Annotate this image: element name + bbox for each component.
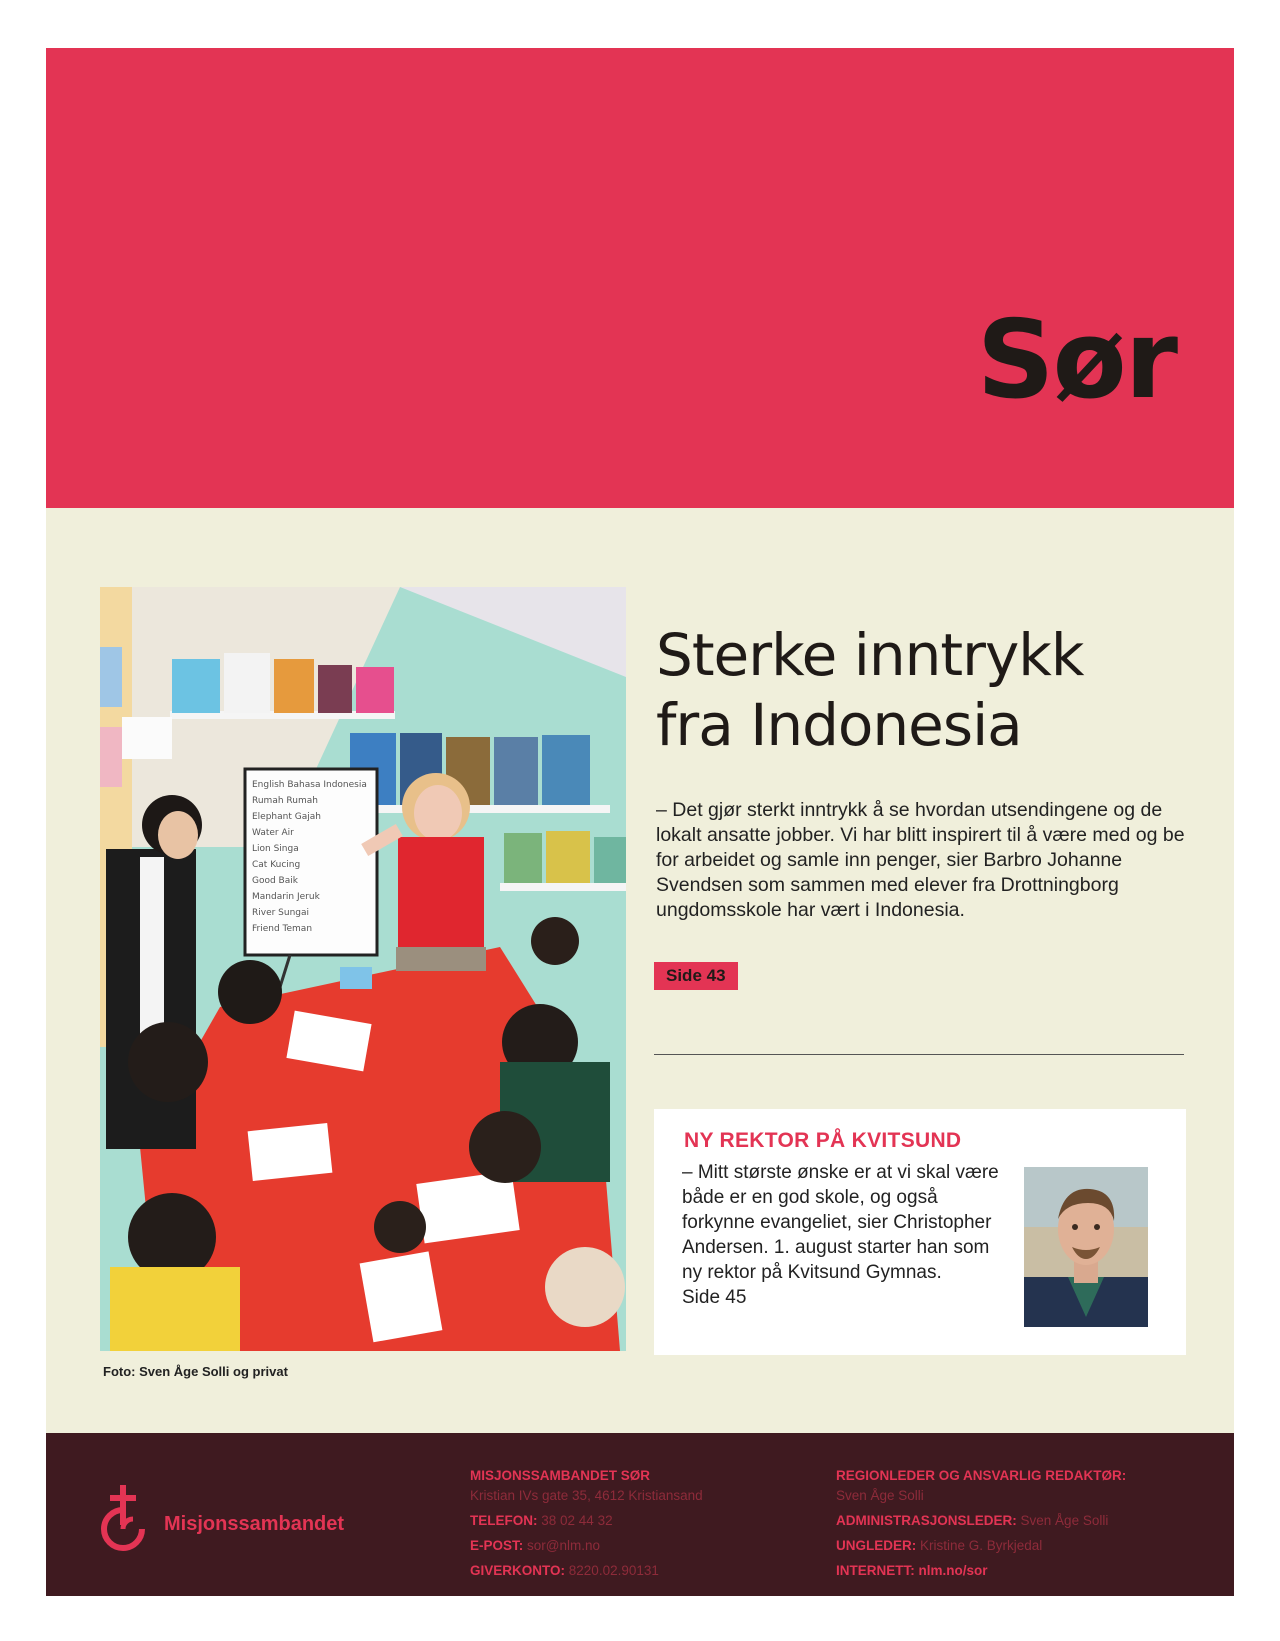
email-row[interactable]: E-POST: sor@nlm.no xyxy=(470,1538,601,1553)
region-header-band xyxy=(46,48,1234,508)
website-row[interactable]: INTERNETT: nlm.no/sor xyxy=(836,1563,988,1578)
headline-line-1: Sterke inntrykk xyxy=(656,621,1084,689)
section-divider xyxy=(654,1054,1184,1055)
board-line: Cat Kucing xyxy=(252,860,301,870)
region-title: Sør xyxy=(976,298,1176,423)
board-line: Mandarin Jeruk xyxy=(252,892,320,902)
teaser-body: – Mitt største ønske er at vi skal være både er en god skole, og også forkynne evangeliet, sier Christopher Andersen. 1. august starter han som ny rektor på Kvitsund Gymnas. xyxy=(682,1162,999,1283)
phone-row: TELEFON: 38 02 44 32 xyxy=(470,1513,613,1528)
board-line: Good Baik xyxy=(252,876,298,886)
board-line: Rumah Rumah xyxy=(252,796,318,806)
board-line: English Bahasa Indonesia xyxy=(252,780,367,790)
page-reference-tag[interactable]: Side 43 xyxy=(654,962,738,990)
leader-label: REGIONLEDER OG ANSVARLIG REDAKTØR: xyxy=(836,1468,1127,1483)
board-line: River Sungai xyxy=(252,908,310,918)
photo-caption: Foto: Sven Åge Solli og privat xyxy=(103,1364,288,1379)
classroom-photo xyxy=(100,587,626,1351)
board-line: Elephant Gajah xyxy=(252,812,321,822)
article-lede: – Det gjør sterkt inntrykk å se hvordan utsendingene og de lokalt ansatte jobber. Vi har blitt inspirert til å være med og be for arbeidet og samle inn penger, sier Barbro Johanne Svendsen som sammen med elever fra Drottningborg ungdomsskole har vært i Indonesia. xyxy=(656,799,1185,921)
headline-line-2: fra Indonesia xyxy=(656,691,1022,759)
magazine-page xyxy=(46,48,1234,1596)
article-headline xyxy=(656,620,1216,760)
teaser-page-reference[interactable]: Side 45 xyxy=(682,1287,747,1308)
youth-leader-row: UNGLEDER: Kristine G. Byrkjedal xyxy=(836,1538,1043,1553)
teaser-text xyxy=(682,1160,1012,1310)
classroom-photo-illustration xyxy=(100,587,626,1351)
content-area xyxy=(46,508,1234,1433)
portrait-photo xyxy=(1024,1167,1148,1327)
footer-contact-column xyxy=(470,1463,703,1583)
board-line: Lion Singa xyxy=(252,844,299,854)
board-line: Water Air xyxy=(252,828,294,838)
cross-logo-icon xyxy=(98,1485,158,1555)
portrait-illustration xyxy=(1024,1167,1148,1327)
teaser-title: NY REKTOR PÅ KVITSUND xyxy=(684,1129,962,1152)
board-line: Friend Teman xyxy=(252,924,313,934)
footer xyxy=(46,1433,1234,1596)
teaser-box xyxy=(654,1109,1186,1355)
footer-staff-column xyxy=(836,1463,1126,1583)
account-row: GIVERKONTO: 8220.02.90131 xyxy=(470,1563,659,1578)
logo-text: Misjonssambandet xyxy=(164,1513,345,1535)
misjonssambandet-logo[interactable] xyxy=(98,1485,358,1555)
org-name: MISJONSSAMBANDET SØR xyxy=(470,1468,651,1483)
leader-name: Sven Åge Solli xyxy=(836,1488,924,1503)
org-address: Kristian IVs gate 35, 4612 Kristiansand xyxy=(470,1488,703,1503)
admin-row: ADMINISTRASJONSLEDER: Sven Åge Solli xyxy=(836,1513,1109,1528)
